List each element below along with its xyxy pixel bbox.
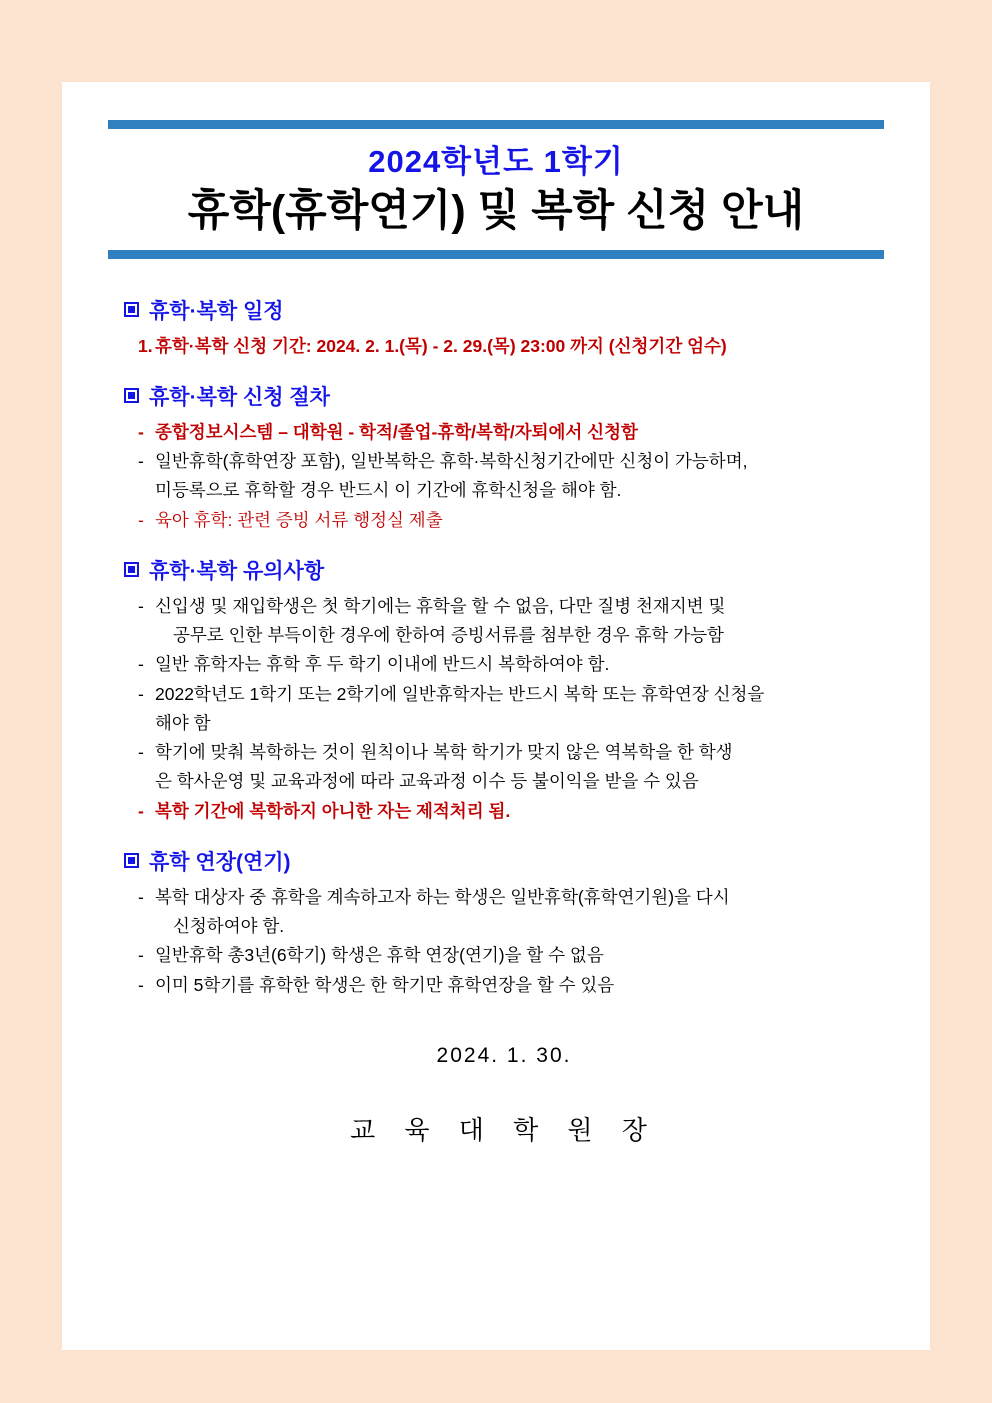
item-text: 신청하여야 함. bbox=[173, 916, 285, 937]
title-year: 2024학년도 1학기 bbox=[368, 144, 624, 179]
list-item bbox=[138, 710, 884, 736]
item-text: 학기에 맞춰 복학하는 것이 원칙이나 복학 학기가 맞지 않은 역복학을 한 학생 bbox=[155, 742, 733, 763]
item-text: 휴학·복학 신청 기간: 2024. 2. 1.(목) - 2. 29.(목) 23:00 까지 (신청기간 엄수) bbox=[155, 335, 727, 356]
item-marker: - bbox=[138, 683, 144, 704]
top-rule bbox=[108, 120, 884, 129]
list-item bbox=[138, 593, 884, 619]
section-heading bbox=[124, 295, 884, 325]
bullet-square-icon bbox=[124, 302, 139, 317]
item-text: 은 학사운영 및 교육과정에 따라 교육과정 이수 등 불이익을 받을 수 있음 bbox=[155, 771, 699, 792]
list-item bbox=[138, 681, 884, 707]
signature-block bbox=[124, 1044, 884, 1147]
title-block bbox=[98, 129, 894, 240]
list-item bbox=[138, 477, 884, 503]
list-item bbox=[138, 651, 884, 677]
section-schedule bbox=[124, 295, 884, 359]
section-items bbox=[124, 593, 884, 824]
item-text: 일반휴학 총3년(6학기) 학생은 휴학 연장(연기)을 할 수 없음 bbox=[155, 945, 604, 966]
section-heading-label: 휴학·복학 일정 bbox=[149, 299, 284, 323]
item-text: 일반휴학(휴학연장 포함), 일반복학은 휴학·복학신청기간에만 신청이 가능하며, bbox=[155, 451, 748, 472]
section-heading bbox=[124, 381, 884, 411]
item-marker: - bbox=[138, 509, 144, 530]
section-items bbox=[124, 884, 884, 998]
list-item bbox=[138, 507, 884, 533]
section-items bbox=[124, 419, 884, 533]
item-marker: - bbox=[138, 800, 144, 821]
list-item bbox=[138, 913, 884, 939]
item-text: 복학 기간에 복학하지 아니한 자는 제적처리 됨. bbox=[155, 800, 511, 821]
section-heading-label: 휴학 연장(연기) bbox=[149, 850, 291, 874]
item-text: 공무로 인한 부득이한 경우에 한하여 증빙서류를 첨부한 경우 휴학 가능함 bbox=[173, 625, 724, 646]
section-extension bbox=[124, 846, 884, 998]
section-cautions bbox=[124, 555, 884, 824]
item-marker: - bbox=[138, 945, 144, 966]
list-item bbox=[138, 942, 884, 968]
list-item bbox=[138, 419, 884, 445]
item-marker: - bbox=[138, 742, 144, 763]
list-item bbox=[138, 622, 884, 648]
list-item bbox=[138, 448, 884, 474]
item-marker: - bbox=[138, 421, 144, 442]
item-text: 육아 휴학: 관련 증빙 서류 행정실 제출 bbox=[155, 509, 443, 530]
item-text: 일반 휴학자는 휴학 후 두 학기 이내에 반드시 복학하여야 함. bbox=[155, 654, 610, 675]
signature-date: 2024. 1. 30. bbox=[436, 1043, 572, 1067]
page-title: 휴학(휴학연기) 및 복학 신청 안내 bbox=[187, 186, 805, 235]
notice-content bbox=[98, 120, 894, 1147]
item-text: 이미 5학기를 휴학한 학생은 한 학기만 휴학연장을 할 수 있음 bbox=[155, 974, 615, 995]
bottom-rule bbox=[108, 250, 884, 259]
item-marker: - bbox=[138, 974, 144, 995]
item-text: 미등록으로 휴학할 경우 반드시 이 기간에 휴학신청을 해야 함. bbox=[155, 480, 622, 501]
item-text: 복학 대상자 중 휴학을 계속하고자 하는 학생은 일반휴학(휴학연기원)을 다시 bbox=[155, 886, 730, 907]
section-heading bbox=[124, 555, 884, 585]
list-item bbox=[138, 739, 884, 765]
item-text: 2022학년도 1학기 또는 2학기에 일반휴학자는 반드시 복학 또는 휴학연장 신청을 bbox=[155, 683, 765, 704]
item-marker: - bbox=[138, 595, 144, 616]
bullet-square-icon bbox=[124, 562, 139, 577]
item-marker: - bbox=[138, 886, 144, 907]
list-item bbox=[138, 798, 884, 824]
section-heading-label: 휴학·복학 신청 절차 bbox=[149, 385, 330, 409]
section-heading-label: 휴학·복학 유의사항 bbox=[149, 559, 325, 583]
list-item bbox=[138, 333, 884, 359]
list-item bbox=[138, 884, 884, 910]
notice-paper bbox=[62, 82, 930, 1350]
bullet-square-icon bbox=[124, 853, 139, 868]
item-text: 해야 함 bbox=[155, 712, 211, 733]
section-procedure bbox=[124, 381, 884, 533]
list-item bbox=[138, 972, 884, 998]
section-items bbox=[124, 333, 884, 359]
list-item bbox=[138, 768, 884, 794]
sections-container bbox=[98, 295, 894, 1147]
item-marker: - bbox=[138, 654, 144, 675]
bullet-square-icon bbox=[124, 388, 139, 403]
item-marker: 1. bbox=[138, 335, 153, 356]
signature-name: 교 육 대 학 원 장 bbox=[350, 1114, 658, 1145]
item-text: 종합정보시스템 – 대학원 - 학적/졸업-휴학/복학/자퇴에서 신청함 bbox=[155, 421, 638, 442]
item-marker: - bbox=[138, 451, 144, 472]
item-text: 신입생 및 재입학생은 첫 학기에는 휴학을 할 수 없음, 다만 질병 천재지변 및 bbox=[155, 595, 726, 616]
section-heading bbox=[124, 846, 884, 876]
